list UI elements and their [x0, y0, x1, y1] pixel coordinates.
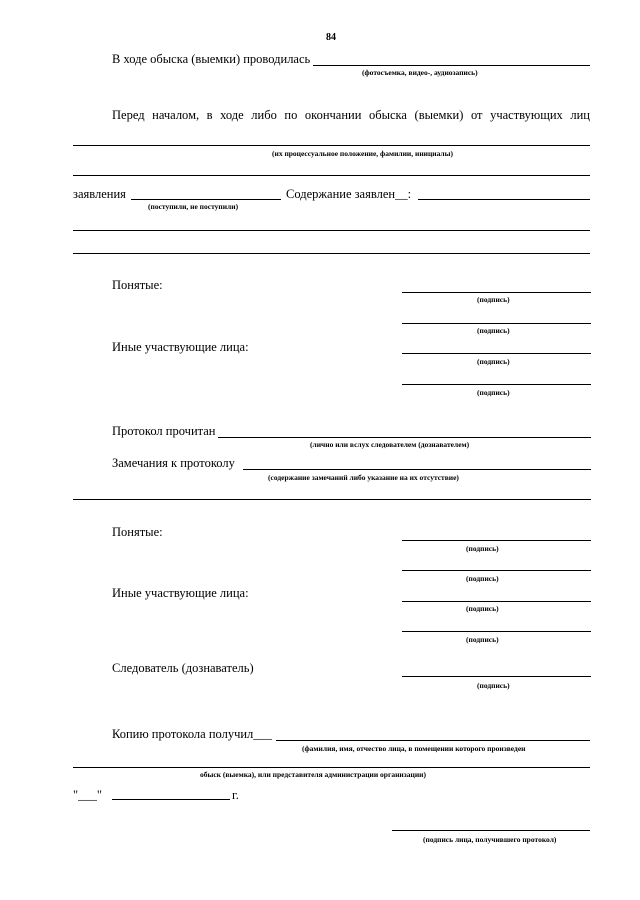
persons-hint: (их процессуальное положение, фамилии, инициалы) — [272, 149, 453, 158]
copy-recipient-field-line[interactable] — [276, 740, 590, 741]
remarks-label: Замечания к протоколу — [112, 456, 235, 470]
persons-field-line[interactable] — [73, 145, 590, 146]
remarks-field-line-2[interactable] — [73, 499, 591, 500]
date-year-suffix: г. — [232, 788, 239, 802]
copy-recipient-field-line-2[interactable] — [73, 767, 590, 768]
witness-signature-line-2[interactable] — [402, 323, 591, 324]
page-number: 84 — [326, 32, 336, 43]
protocol-read-hint: (лично или вслух следователем (дознавателем) — [310, 440, 470, 449]
participant-signature-line-1[interactable] — [402, 353, 591, 354]
witness-signature-line-4[interactable] — [402, 570, 591, 571]
recording-field-line[interactable] — [313, 65, 590, 66]
statements-label: заявления — [73, 187, 126, 201]
participant-signature-line-4[interactable] — [402, 631, 591, 632]
participant-signature-line-3[interactable] — [402, 601, 591, 602]
signature-hint: (подпись) — [477, 295, 510, 304]
persons-field-line-2[interactable] — [73, 175, 590, 176]
date-month-field-line[interactable] — [112, 799, 230, 800]
recipient-name-hint-1: (фамилия, имя, отчество лица, в помещении которого произведен — [302, 744, 526, 753]
recipient-signature-line[interactable] — [392, 830, 590, 831]
witness-signature-line-3[interactable] — [402, 540, 591, 541]
signature-hint: (подпись) — [477, 357, 510, 366]
signature-hint: (подпись) — [466, 604, 499, 613]
signature-hint: (подпись) — [477, 681, 510, 690]
participants-intro — [112, 109, 590, 122]
investigator-signature-line[interactable] — [402, 676, 591, 677]
statements-received-field-line[interactable] — [131, 199, 281, 200]
statement-content-line-3[interactable] — [73, 253, 590, 254]
signature-hint: (подпись) — [466, 574, 499, 583]
other-participants-label-2: Иные участвующие лица: — [112, 586, 249, 600]
witness-signature-line-1[interactable] — [402, 292, 591, 293]
investigator-label: Следователь (дознаватель) — [112, 661, 254, 675]
signature-hint: (подпись) — [477, 326, 510, 335]
statement-content-field-line[interactable] — [418, 199, 590, 200]
remarks-hint: (содержание замечаний либо указание на их отсутствие) — [268, 473, 459, 482]
signature-hint: (подпись) — [466, 635, 499, 644]
date-day-field[interactable]: "___" — [73, 788, 102, 802]
remarks-field-line[interactable] — [243, 469, 591, 470]
participant-signature-line-2[interactable] — [402, 384, 591, 385]
recording-hint: (фотосъемка, видео-, аудиозапись) — [362, 68, 478, 77]
statement-content-label: Содержание заявлен__: — [286, 187, 412, 201]
copy-received-label: Копию протокола получил___ — [112, 727, 273, 741]
recipient-name-hint-2: обыск (выемка), или представителя администрации организации) — [200, 770, 426, 779]
recipient-signature-hint: (подпись лица, получившего протокол) — [423, 835, 557, 844]
search-conducted-label: В ходе обыска (выемки) проводилась — [112, 52, 311, 66]
other-participants-label-1: Иные участвующие лица: — [112, 340, 249, 354]
participants-intro-text: Перед началом, в ходе либо по окончании обыска (выемки) от участвующих лиц — [112, 108, 590, 122]
protocol-read-label: Протокол прочитан — [112, 424, 216, 438]
protocol-read-field-line[interactable] — [218, 437, 591, 438]
received-hint: (поступили, не поступили) — [148, 202, 239, 211]
signature-hint: (подпись) — [466, 544, 499, 553]
witnesses-label-2: Понятые: — [112, 525, 163, 539]
witnesses-label-1: Понятые: — [112, 278, 163, 292]
statement-content-line-2[interactable] — [73, 230, 590, 231]
signature-hint: (подпись) — [477, 388, 510, 397]
